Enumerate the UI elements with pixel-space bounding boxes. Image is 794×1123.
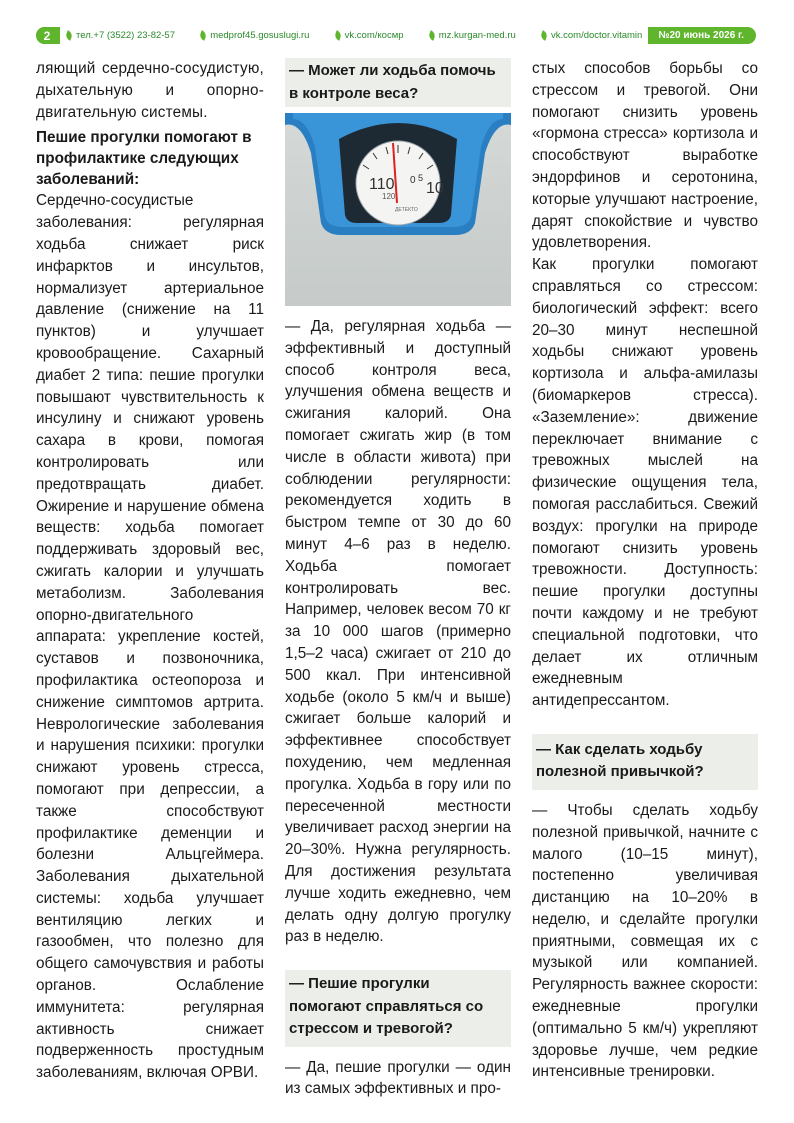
- stress-methods-text: Как прогулки помогают справляться со стрессом: биологический эффект: всего 20–30 минут неспешной ходьбы снижают уровень кортизола и альфа-амилазы (биомаркеров стресса). «Заземление»: движение переключает внимание с тревожных мыслей на физические ощущения тела, помогая расслабиться. Свежий воздух: прогулки на природе помогают снизить уровень тревожности. Доступность: пешие прогулки доступны почти каждому и не требуют специальной подготовки, что делает их отличным ежедневным антидепрессантом.: [532, 256, 758, 710]
- bathroom-scale-image: [285, 113, 511, 306]
- vk-link[interactable]: vk.com/космр: [344, 30, 404, 41]
- leaf-icon: [540, 30, 549, 41]
- answer-stress-continued: стых способов борьбы со стрессом и тревогой. Они помогают снизить уровень «гормона стресса» кортизола и способствуют выработке эндорфинов и серотонина, которые улучшают настроение, дарят спокойствие и чувство удовлетворения.: [532, 60, 758, 252]
- answer-habit: — Чтобы сделать ходьбу полезной привычкой, начните с малого (10–15 минут), постепенно увеличивая дистанцию на 10–20% в неделю, и сделайте прогулки приятными, совмещая их с музыкой или компанией. Регулярность важнее скорости: ежедневные прогулки (оптимально 5 км/ч) укрепляют здоровье лучше, чем редкие интенсивные тренировки.: [532, 801, 758, 1081]
- vk-link[interactable]: vk.com/doctor.vitamin: [550, 30, 643, 41]
- dial-label-10: 10: [426, 180, 444, 197]
- question-box-habit: [532, 734, 758, 790]
- column-right: [532, 58, 758, 1083]
- section-heading: Пешие прогулки помогают в профилактике следующих заболеваний:: [36, 129, 252, 189]
- spacer: [532, 712, 758, 734]
- leaf-icon: [427, 30, 436, 41]
- spacer: [285, 1047, 511, 1057]
- spacer: [532, 790, 758, 800]
- leaf-icon: [333, 30, 342, 41]
- contact-site-kurgan-med[interactable]: [429, 30, 516, 41]
- intro-text: ляющий сердечно-сосудистую, дыхательную и опорно-двигательную системы.: [36, 60, 264, 121]
- question-box-weight: [285, 58, 511, 107]
- leaf-icon: [199, 30, 208, 41]
- question-weight: — Может ли ходьба помочь в контроле веса?: [289, 62, 496, 102]
- contact-phone: [66, 30, 175, 41]
- dial-label-120: 120: [382, 192, 396, 201]
- question-habit: — Как сделать ходьбу полезной привычкой?: [536, 740, 704, 781]
- issue-label: №20 июнь 2026 г.: [658, 30, 744, 41]
- contact-vk-kocmp[interactable]: [335, 30, 404, 41]
- scale-photo: [285, 113, 511, 306]
- dial-label-110: 110: [369, 176, 395, 193]
- question-box-stress: [285, 970, 511, 1047]
- question-stress: — Пешие прогулки помогают справляться со стрессом и тревогой?: [289, 975, 484, 1038]
- contact-site-gosuslugi[interactable]: [200, 30, 309, 41]
- spacer: [285, 306, 511, 316]
- contacts-strip: [60, 27, 648, 44]
- header-bar: [36, 27, 756, 44]
- column-middle: [285, 58, 511, 1100]
- leaf-icon: [65, 30, 74, 41]
- dial-label-5: 5: [418, 173, 424, 183]
- answer-stress-start: — Да, пешие прогулки — один из самых эффективных и про-: [285, 1058, 511, 1098]
- dial-brand: ДЕТЕКТО: [395, 207, 418, 213]
- phone-text: тел.+7 (3522) 23-82-57: [76, 30, 175, 41]
- site-link[interactable]: medprof45.gosuslugi.ru: [210, 30, 310, 41]
- column-left: [36, 58, 264, 1084]
- site-link[interactable]: mz.kurgan-med.ru: [438, 30, 516, 41]
- spacer: [285, 948, 511, 970]
- contact-vk-doctor-vitamin[interactable]: [541, 30, 642, 41]
- dial-label-0: 0: [410, 175, 416, 186]
- diseases-text: Сердечно-сосудистые заболевания: регулярная ходьба снижает риск инфарктов и инсультов, нормализует артериальное давление (снижение на 11 пунктов) и улучшает кровообращение. Сахарный диабет 2 типа: пешие прогулки повышают чувствительность к инсулину и снижают уровень сахара в крови, помогая контролировать или предотвращать диабет. Ожирение и нарушение обмена веществ: ходьба помогает поддерживать здоровый вес, сжигать калории и улучшать метаболизм. Заболевания опорно-двигательного аппарата: укрепление костей, суставов и позвоночника, профилактика остеопороза и снижение симптомов артрита. Неврологические заболевания и нарушения психики: прогулки снижают уровень стресса, помогают при депрессии, а также способствуют профилактике деменции и болезни Альцгеймера. Заболевания дыхательной системы: ходьба улучшает вентиляцию легких и газообмен, что полезно для общего самочувствия и работы органов. Ослабление иммунитета: регулярная активность снижает подверженность простудным заболеваниям, включая ОРВИ.: [36, 192, 264, 1082]
- answer-weight: — Да, регулярная ходьба — эффективный и доступный способ контроля веса, улучшения обмена веществ и сжигания калорий. Она помогает сжигать жир (в том числе в области живота) при соблюдении регулярности: рекомендуется ходить в быстром темпе от 30 до 60 минут 4–6 раз в неделю. Ходьба помогает контролировать вес. Например, человек весом 70 кг за 10 000 шагов (примерно 1,5–2 часа) сжигает от 210 до 500 ккал. При интенсивной ходьбе (около 5 км/ч и выше) сжигает больше калорий и эффективнее способствует похудению, чем медленная прогулка. Ходьба в гору или по пересеченной местности увеличивает расход энергии на 20–30%. Нужна регулярность. Для достижения результата лучше ходить ежедневно, чем делать одну долгую прогулку раз в неделю.: [285, 318, 511, 946]
- page-number: 2: [36, 27, 58, 44]
